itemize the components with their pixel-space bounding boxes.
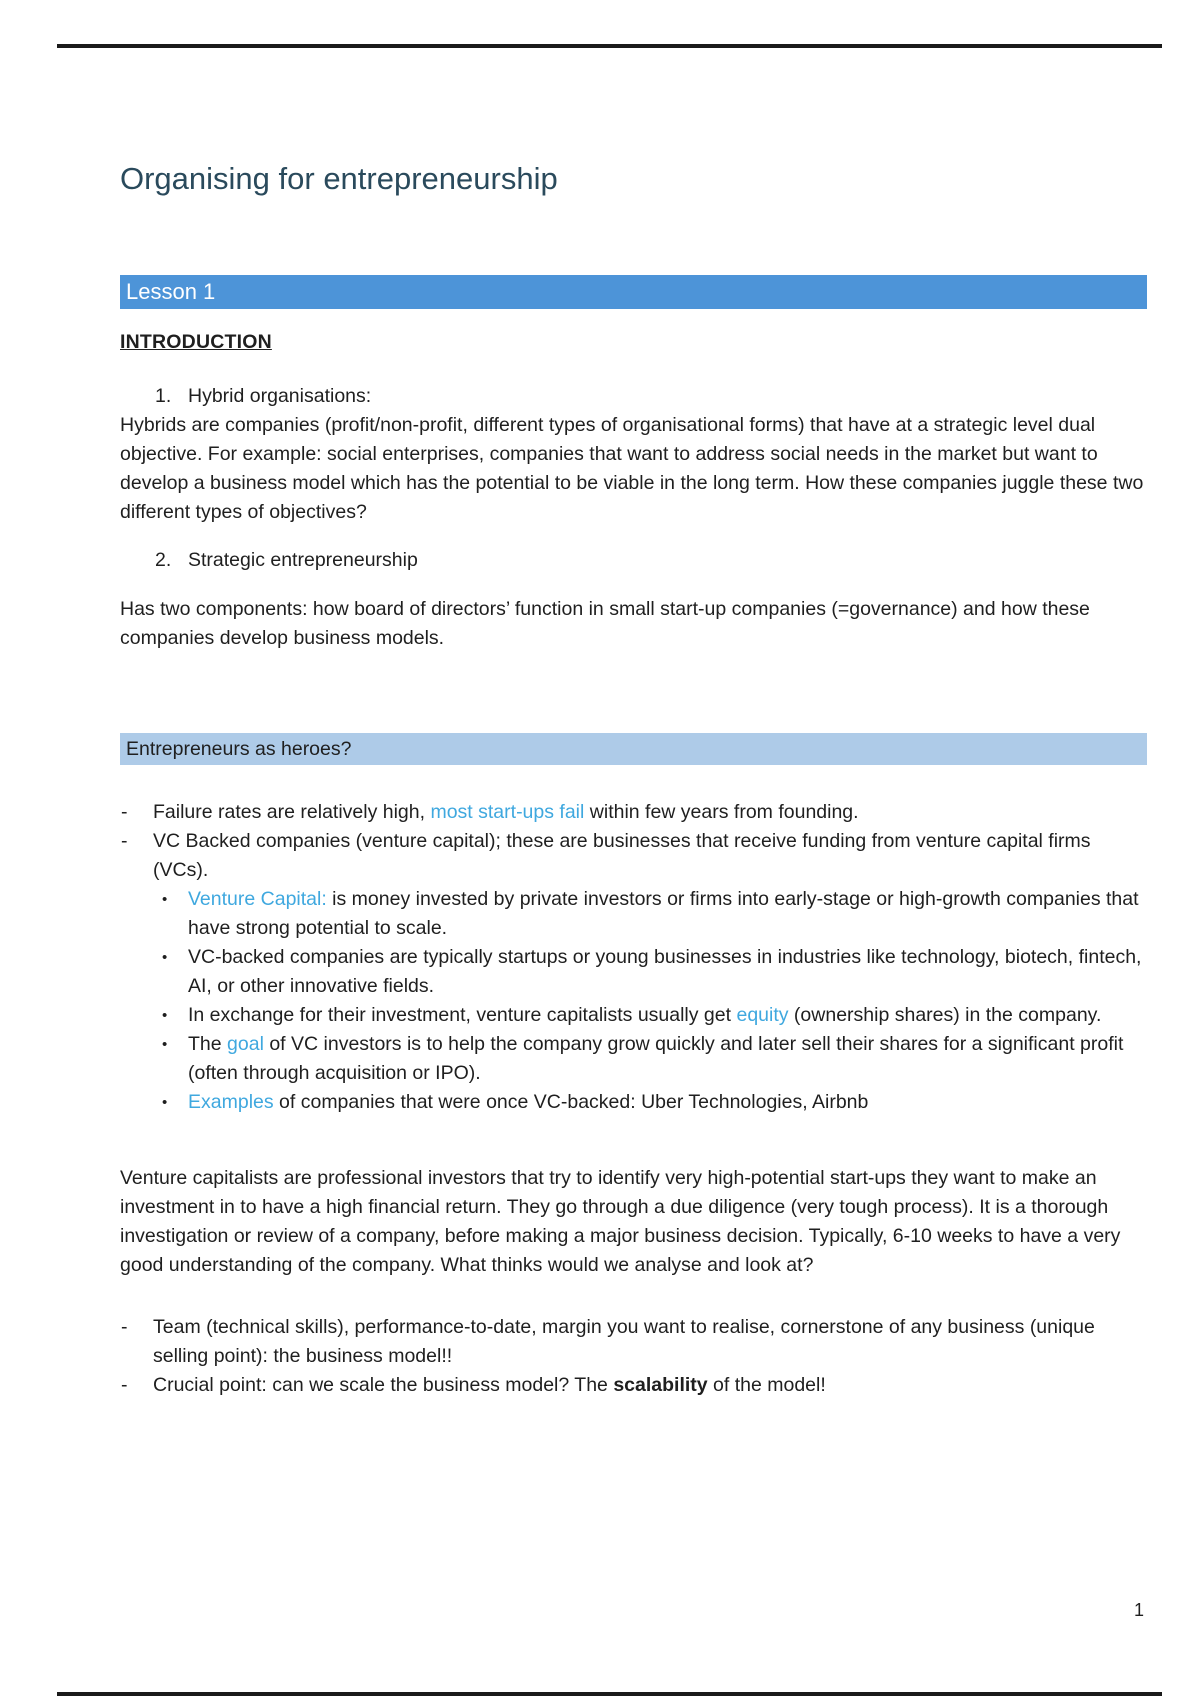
paragraph-components: Has two components: how board of directors’ function in small start-up companies (=governance) and how these companies develop business models. — [120, 598, 1090, 649]
bullet-item-equity-exchange — [120, 1001, 1147, 1030]
bullet-text: VC Backed companies (venture capital); these are businesses that receive funding from venture capital firms (VCs). — [153, 830, 1091, 881]
item-number: 1. — [155, 385, 172, 407]
bullet-text: Team (technical skills), performance-to-date, margin you want to realise, cornerstone of any business (unique selling point): the business model!! — [153, 1316, 1095, 1367]
bullet-text: Venture Capital: is money invested by private investors or firms into early-stage or high-growth companies that have strong potential to scale. — [188, 888, 1139, 939]
bullet-item-venture-capital-definition — [120, 885, 1147, 943]
dash-marker: - — [121, 801, 128, 823]
paragraph-hybrids: Hybrids are companies (profit/non-profit, different types of organisational forms) that have at a strategic level dual objective. For example: social enterprises, companies that want to address social needs in the market but want to develop a business model which has the potential to be viable in the long term. How these companies juggle these two different types of objectives? — [120, 414, 1144, 523]
bullet-text: The goal of VC investors is to help the company grow quickly and later sell their shares for a significant profit (often through acquisition or IPO). — [188, 1033, 1124, 1084]
dash-marker: - — [121, 1316, 128, 1338]
bullet-item-vc-backed-industries — [120, 943, 1147, 1001]
bullet-text: VC-backed companies are typically startups or young businesses in industries like technology, biotech, fintech, AI, or other innovative fields. — [188, 946, 1142, 997]
accent-text: most start-ups fail — [430, 801, 585, 823]
bullet-marker: • — [162, 949, 168, 966]
bullet-text: In exchange for their investment, venture capitalists usually get equity (ownership shares) in the company. — [188, 1004, 1102, 1026]
accent-text: equity — [736, 1004, 789, 1026]
accent-text: Venture Capital: — [188, 888, 327, 910]
page-number: 1 — [1133, 1600, 1144, 1620]
bullet-item-team — [120, 1313, 1147, 1371]
bullet-item-scalability — [120, 1371, 1147, 1400]
introduction-heading: INTRODUCTION — [120, 331, 272, 353]
subheading-label: Entrepreneurs as heroes? — [126, 738, 352, 760]
bullet-text: Crucial point: can we scale the business model? The scalability of the model! — [153, 1374, 826, 1396]
bullet-item-vc-backed — [120, 827, 1147, 885]
lesson-banner-label: Lesson 1 — [126, 279, 216, 304]
accent-text: Examples — [188, 1091, 274, 1113]
dash-marker: - — [121, 1374, 128, 1396]
dash-bullet-list — [120, 798, 1147, 885]
paragraph-venture-capitalists: Venture capitalists are professional investors that try to identify very high-potential start-ups they want to make an investment in to have a high financial return. They go through a due diligence (very tough process). It is a thorough investigation or review of a company, before making a major business decision. Typically, 6-10 weeks to have a very good understanding of the company. What thinks would we analyse and look at? — [120, 1167, 1121, 1276]
accent-text: goal — [227, 1033, 264, 1055]
closing-dash-bullet-list — [120, 1313, 1147, 1400]
numbered-item-strategic-entrepreneurship — [120, 546, 1147, 575]
round-bullet-list — [120, 885, 1147, 1117]
bullet-marker: • — [162, 891, 168, 908]
subheading-banner — [120, 733, 1147, 765]
numbered-item-hybrid-organisations — [120, 382, 1147, 411]
bullet-marker: • — [162, 1036, 168, 1053]
document-title: Organising for entrepreneurship — [120, 161, 558, 196]
bullet-marker: • — [162, 1007, 168, 1024]
item-number: 2. — [155, 549, 172, 571]
bullet-item-failure-rates — [120, 798, 1147, 827]
bullet-item-vc-goal — [120, 1030, 1147, 1088]
lesson-banner — [120, 275, 1147, 309]
bullet-text: Failure rates are relatively high, most start-ups fail within few years from founding. — [153, 801, 859, 823]
page-content — [120, 0, 1147, 1400]
bullet-text: Examples of companies that were once VC-backed: Uber Technologies, Airbnb — [188, 1091, 869, 1113]
numbered-item-label: Strategic entrepreneurship — [188, 549, 418, 571]
numbered-item-label: Hybrid organisations: — [188, 385, 372, 407]
dash-marker: - — [121, 830, 128, 852]
bullet-marker: • — [162, 1094, 168, 1111]
bottom-border-line — [57, 1692, 1162, 1696]
bullet-item-examples — [120, 1088, 1147, 1117]
